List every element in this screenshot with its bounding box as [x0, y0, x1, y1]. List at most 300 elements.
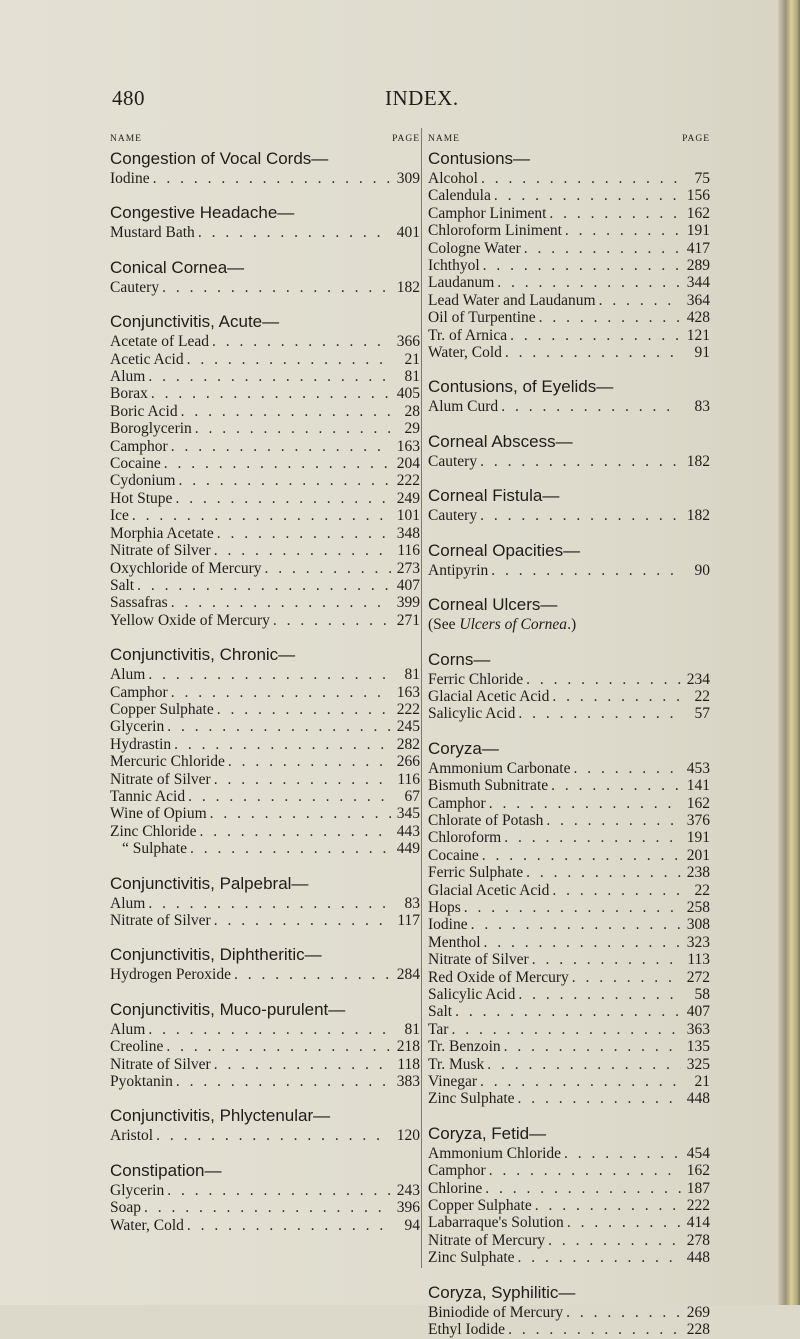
index-group [110, 1160, 420, 1234]
leader-dots [153, 170, 391, 187]
index-entry [428, 705, 710, 722]
leader-dots [171, 684, 391, 701]
entry-name: Tr. Benzoin [428, 1038, 501, 1056]
entry-page-number: 182 [686, 452, 710, 470]
leader-dots [552, 882, 681, 899]
leader-dots [234, 966, 391, 983]
entry-name: Laudanum [428, 274, 495, 292]
leader-dots [599, 292, 681, 309]
entry-name-part: (See [428, 616, 460, 634]
entry-name: Mercuric Chloride [110, 753, 225, 771]
index-group [110, 944, 420, 983]
index-entry [110, 1199, 420, 1216]
index-entry [428, 671, 710, 688]
index-entry [110, 788, 420, 805]
index-entry [110, 333, 420, 350]
entry-page-number: 249 [396, 489, 420, 507]
index-group [110, 202, 420, 241]
leader-dots [217, 525, 391, 542]
entry-name: Copper Sulphate [428, 1197, 532, 1215]
entry-name [428, 616, 579, 633]
leader-dots [564, 1145, 681, 1162]
index-entry [428, 1021, 710, 1038]
index-entry [428, 1038, 710, 1055]
leader-dots [482, 847, 681, 864]
leader-dots [484, 934, 681, 951]
index-group [428, 1123, 710, 1267]
index-entry [428, 1003, 710, 1020]
leader-dots [174, 736, 391, 753]
leader-dots [526, 671, 681, 688]
index-entry [428, 257, 710, 274]
entry-name: Tar [428, 1020, 449, 1038]
index-group [428, 485, 710, 524]
entry-page-number: 116 [397, 770, 420, 788]
index-entry [428, 1321, 710, 1338]
entry-page-number: 201 [686, 846, 710, 864]
leader-dots [148, 666, 391, 683]
index-entry [428, 344, 710, 361]
entry-page-number: 58 [694, 986, 710, 1003]
index-entry [428, 309, 710, 326]
entry-name: Salicylic Acid [428, 705, 516, 723]
entry-name: Biniodide of Mercury [428, 1303, 564, 1321]
entry-name: Mustard Bath [110, 224, 195, 242]
leader-dots [166, 1038, 391, 1055]
index-entry [428, 951, 710, 968]
column-header [428, 134, 710, 148]
leader-dots [214, 912, 391, 929]
index-heading: Coryza— [428, 738, 499, 758]
entry-page-number: 28 [404, 402, 420, 420]
index-entry [110, 1021, 420, 1038]
entry-page-number: 83 [694, 398, 710, 416]
index-heading: Conjunctivitis, Phlyctenular— [110, 1106, 331, 1126]
leader-dots [497, 274, 681, 291]
entry-page-number: 405 [396, 385, 420, 403]
index-entry [428, 274, 710, 291]
leader-dots [491, 562, 681, 579]
entry-name: Aristol [110, 1127, 154, 1145]
index-group [428, 649, 710, 723]
index-entry [428, 864, 710, 881]
leader-dots [265, 560, 391, 577]
entry-name: Nitrate of Mercury [428, 1231, 546, 1249]
entry-name: Zinc Sulphate [428, 1090, 515, 1108]
leader-dots [483, 257, 681, 274]
index-entry [110, 542, 420, 559]
entry-name: Camphor [428, 1162, 486, 1180]
index-entry [428, 882, 710, 899]
leader-dots [451, 1021, 681, 1038]
entry-name: Ethyl Iodide [428, 1321, 506, 1339]
leader-dots [567, 1214, 681, 1231]
entry-page-number: 116 [397, 542, 420, 560]
right-column [428, 134, 710, 1339]
index-heading: Congestion of Vocal Cords— [110, 149, 329, 168]
index-heading: Corneal Fistula— [428, 486, 560, 506]
index-entry [428, 812, 710, 829]
entry-page-number: 162 [686, 1162, 710, 1180]
entry-name: Cologne Water [428, 239, 521, 257]
entry-name: Alum [110, 666, 146, 684]
entry-page-number: 162 [686, 204, 710, 222]
index-entry [110, 577, 420, 594]
entry-name: Calendula [428, 187, 491, 205]
leader-dots [137, 577, 391, 594]
entry-name: Nitrate of Silver [110, 542, 211, 560]
leader-dots [190, 840, 391, 857]
index-entry [428, 916, 710, 933]
entry-name: Cautery [428, 452, 478, 470]
entry-page-number: 344 [686, 274, 710, 292]
leader-dots [167, 1182, 391, 1199]
leader-dots [273, 612, 391, 629]
entry-page-number: 91 [694, 344, 710, 362]
entry-name: Iodine [110, 170, 150, 187]
entry-name: Iodine [428, 916, 468, 934]
entry-page-number: 182 [686, 507, 710, 525]
index-entry [110, 368, 420, 385]
entry-page-number: 21 [404, 350, 420, 368]
entry-page-number: 29 [404, 420, 420, 438]
leader-dots [518, 1249, 681, 1266]
entry-name-part: .) [567, 616, 577, 634]
index-heading: Corneal Abscess— [428, 431, 573, 451]
index-heading: Conjunctivitis, Palpebral— [110, 873, 309, 893]
entry-page-number: 118 [397, 1055, 420, 1073]
entry-page-number: 272 [686, 968, 710, 986]
index-group [110, 148, 420, 187]
leader-dots [167, 718, 391, 735]
index-entry [428, 327, 710, 344]
entry-page-number: 243 [396, 1181, 420, 1199]
leader-dots [175, 490, 391, 507]
entry-name: Glacial Acetic Acid [428, 687, 550, 705]
entry-name: Camphor [428, 794, 486, 812]
index-entry [428, 1090, 710, 1107]
entry-page-number: 222 [396, 700, 420, 718]
entry-name: Camphor [110, 437, 168, 455]
entry-page-number: 448 [686, 1090, 710, 1108]
entry-name: Nitrate of Silver [110, 912, 211, 929]
entry-page-number: 81 [404, 666, 420, 684]
entry-name: Nitrate of Silver [110, 770, 211, 788]
leader-dots [200, 823, 391, 840]
leader-dots [551, 777, 681, 794]
leader-dots [217, 701, 391, 718]
entry-page-number: 453 [686, 759, 710, 777]
entry-name: Red Oxide of Mercury [428, 968, 569, 986]
entry-name: Ammonium Carbonate [428, 759, 571, 777]
entry-name: Salt [110, 576, 135, 594]
entry-name: Alum [110, 1020, 146, 1038]
entry-page-number: 204 [396, 455, 420, 473]
entry-page-number: 308 [686, 916, 710, 934]
index-heading: Corns— [428, 649, 491, 669]
entry-name: Wine of Opium [110, 805, 207, 823]
page-number: 480 [112, 86, 145, 110]
entry-page-number: 284 [396, 966, 420, 984]
entry-page-number: 67 [404, 787, 420, 805]
entry-name: Alum [110, 368, 146, 386]
index-entry [110, 701, 420, 718]
index-group [110, 311, 420, 629]
entry-name: Zinc Chloride [110, 822, 197, 840]
entry-name: Chloroform Liniment [428, 222, 562, 240]
entry-page-number: 273 [396, 559, 420, 577]
entry-name: Zinc Sulphate [428, 1249, 515, 1267]
index-entry [110, 279, 420, 296]
entry-page-number: 417 [686, 239, 710, 257]
leader-dots [518, 986, 681, 1003]
entry-name: Ichthyol [428, 257, 480, 275]
entry-page-number: 113 [687, 951, 710, 969]
entry-page-number: 364 [686, 291, 710, 309]
index-heading: Conical Cornea— [110, 257, 245, 277]
index-heading: Constipation— [110, 1160, 222, 1180]
index-entry [110, 472, 420, 489]
entry-name: Chlorine [428, 1179, 483, 1197]
entry-page-number: 121 [686, 326, 710, 344]
index-entry [110, 525, 420, 542]
entry-name: Oil of Turpentine [428, 309, 536, 327]
entry-page-number: 407 [686, 1003, 710, 1021]
entry-page-number: 348 [396, 524, 420, 542]
index-entry [428, 1214, 710, 1231]
entry-name: Tr. of Arnica [428, 326, 508, 344]
entry-page-number: 323 [686, 933, 710, 951]
entry-name: Cautery [428, 507, 478, 525]
index-entry [110, 823, 420, 840]
entry-name: Ferric Sulphate [428, 864, 524, 882]
leader-dots [548, 1232, 681, 1249]
running-head [0, 86, 800, 116]
leader-dots [187, 1217, 391, 1234]
index-heading: Conjunctivitis, Chronic— [110, 645, 296, 665]
entry-name: Tr. Musk [428, 1055, 485, 1073]
index-entry [428, 292, 710, 309]
index-heading: Coryza, Syphilitic— [428, 1282, 576, 1302]
leader-dots [195, 420, 391, 437]
index-entry [110, 594, 420, 611]
entry-page-number: 238 [686, 864, 710, 882]
leader-dots [178, 472, 391, 489]
entry-name: Oxychloride of Mercury [110, 559, 262, 577]
leader-dots [148, 895, 391, 912]
index-entry [428, 562, 710, 579]
entry-name: Pyoktanin [110, 1073, 173, 1091]
entry-name: Ice [110, 507, 129, 525]
entry-name: Glycerin [110, 1181, 165, 1199]
leader-dots [524, 240, 681, 257]
index-entry [428, 899, 710, 916]
entry-page-number: 428 [686, 309, 710, 327]
index-group [428, 1282, 710, 1339]
index-entry [428, 453, 710, 470]
entry-name: Nitrate of Silver [428, 951, 529, 969]
entry-page-number: 163 [396, 683, 420, 701]
leader-dots [214, 1056, 391, 1073]
leader-dots [171, 594, 391, 611]
leader-dots [132, 507, 391, 524]
index-entry [428, 795, 710, 812]
entry-name: Borax [110, 385, 148, 403]
leader-dots [549, 205, 681, 222]
entry-name: Labarraque's Solution [428, 1214, 564, 1232]
index-entry [110, 895, 420, 912]
entry-page-number: 414 [686, 1214, 710, 1232]
leader-dots [212, 333, 391, 350]
index-entry [428, 1162, 710, 1179]
entry-name: Cocaine [428, 846, 479, 864]
index-entry [110, 507, 420, 524]
entry-page-number: 22 [694, 881, 710, 899]
entry-page-number: 448 [686, 1249, 710, 1267]
index-entry [428, 1073, 710, 1090]
entry-page-number: 278 [686, 1231, 710, 1249]
entry-name: Cautery [110, 278, 160, 296]
index-entry [428, 616, 710, 633]
index-entry [428, 1197, 710, 1214]
entry-page-number: 258 [686, 898, 710, 916]
entry-page-number: 228 [686, 1321, 710, 1339]
page-column-label: PAGE [682, 134, 710, 144]
column-header [110, 134, 420, 148]
entry-page-number: 21 [694, 1073, 710, 1091]
index-entry [110, 224, 420, 241]
index-entry [428, 829, 710, 846]
entry-page-number: 366 [396, 333, 420, 351]
leader-dots [518, 705, 681, 722]
entry-page-number: 454 [686, 1144, 710, 1162]
leader-dots [188, 788, 391, 805]
entry-name: Chloroform [428, 829, 502, 847]
entry-page-number: 94 [404, 1216, 420, 1234]
entry-name: Soap [110, 1199, 141, 1217]
entry-page-number: 401 [396, 224, 420, 242]
entry-name: Cocaine [110, 455, 161, 473]
entry-name: Vinegar [428, 1073, 477, 1091]
index-entry [110, 666, 420, 683]
name-column-label: NAME [110, 134, 142, 144]
entry-name: Sassafras [110, 594, 168, 612]
index-entry [110, 170, 420, 187]
entry-name: Alcohol [428, 170, 478, 187]
entry-page-number: 141 [686, 777, 710, 795]
entry-name: Water, Cold [428, 344, 502, 362]
index-entry [428, 760, 710, 777]
index-entry [110, 753, 420, 770]
entry-page-number: 399 [396, 594, 420, 612]
entry-page-number: 222 [396, 472, 420, 490]
leader-dots [546, 812, 681, 829]
entry-page-number: 443 [396, 822, 420, 840]
leader-dots [480, 453, 681, 470]
leader-dots [532, 951, 681, 968]
entry-page-number: 162 [686, 794, 710, 812]
entry-name: Salicylic Acid [428, 986, 516, 1003]
entry-page-number: 289 [686, 257, 710, 275]
entry-name: Ferric Chloride [428, 670, 524, 688]
leader-dots [198, 224, 391, 241]
index-heading: Corneal Opacities— [428, 540, 581, 560]
leader-dots [535, 1197, 681, 1214]
index-entry [110, 490, 420, 507]
index-group [110, 644, 420, 857]
leader-dots [480, 507, 681, 524]
leader-dots [151, 385, 391, 402]
index-entry [110, 420, 420, 437]
index-entry [110, 805, 420, 822]
leader-dots [187, 351, 391, 368]
entry-page-number: 234 [686, 670, 710, 688]
index-entry [428, 986, 710, 1003]
leader-dots [487, 1056, 681, 1073]
leader-dots [148, 368, 391, 385]
index-heading: Contusions— [428, 149, 531, 168]
leader-dots [508, 1321, 681, 1338]
entry-page-number: 222 [686, 1197, 710, 1215]
leader-dots [539, 309, 681, 326]
entry-name: Nitrate of Silver [110, 1055, 211, 1073]
index-entry [428, 507, 710, 524]
leader-dots [489, 795, 681, 812]
leader-dots [228, 753, 391, 770]
index-entry [428, 222, 710, 239]
index-entry [110, 385, 420, 402]
entry-name: Tannic Acid [110, 787, 186, 805]
leader-dots [480, 1073, 681, 1090]
index-heading: Conjunctivitis, Diphtheritic— [110, 945, 322, 965]
entry-page-number: 266 [396, 753, 420, 771]
index-entry [428, 1056, 710, 1073]
index-entry [110, 1217, 420, 1234]
entry-name: Glacial Acetic Acid [428, 881, 550, 899]
index-entry [428, 934, 710, 951]
left-column [110, 134, 420, 1234]
leader-dots [214, 542, 391, 559]
leader-dots [164, 455, 391, 472]
entry-page-number: 120 [396, 1127, 420, 1145]
entry-name: Hot Stupe [110, 489, 173, 507]
leader-dots [471, 916, 681, 933]
leader-dots [494, 187, 681, 204]
entry-name: “ Sulphate [122, 840, 187, 858]
entry-page-number: 325 [686, 1055, 710, 1073]
leader-dots [501, 398, 681, 415]
entry-page-number: 163 [396, 437, 420, 455]
entry-page-number: 407 [396, 576, 420, 594]
entry-name: Hydrastin [110, 735, 172, 753]
leader-dots [181, 403, 391, 420]
leader-dots [481, 170, 681, 187]
leader-dots [574, 760, 682, 777]
index-entry [428, 1304, 710, 1321]
entry-page-number: 191 [686, 222, 710, 240]
index-group [428, 431, 710, 470]
index-group [428, 376, 710, 415]
entry-page-number: 90 [694, 561, 710, 579]
index-entry [428, 777, 710, 794]
entry-page-number: 182 [396, 278, 420, 296]
index-entry [428, 1249, 710, 1266]
entry-name: Boroglycerin [110, 420, 192, 438]
entry-name: Hydrogen Peroxide [110, 966, 231, 984]
index-entry [428, 398, 710, 415]
index-entry [110, 840, 420, 857]
leader-dots [566, 1304, 681, 1321]
